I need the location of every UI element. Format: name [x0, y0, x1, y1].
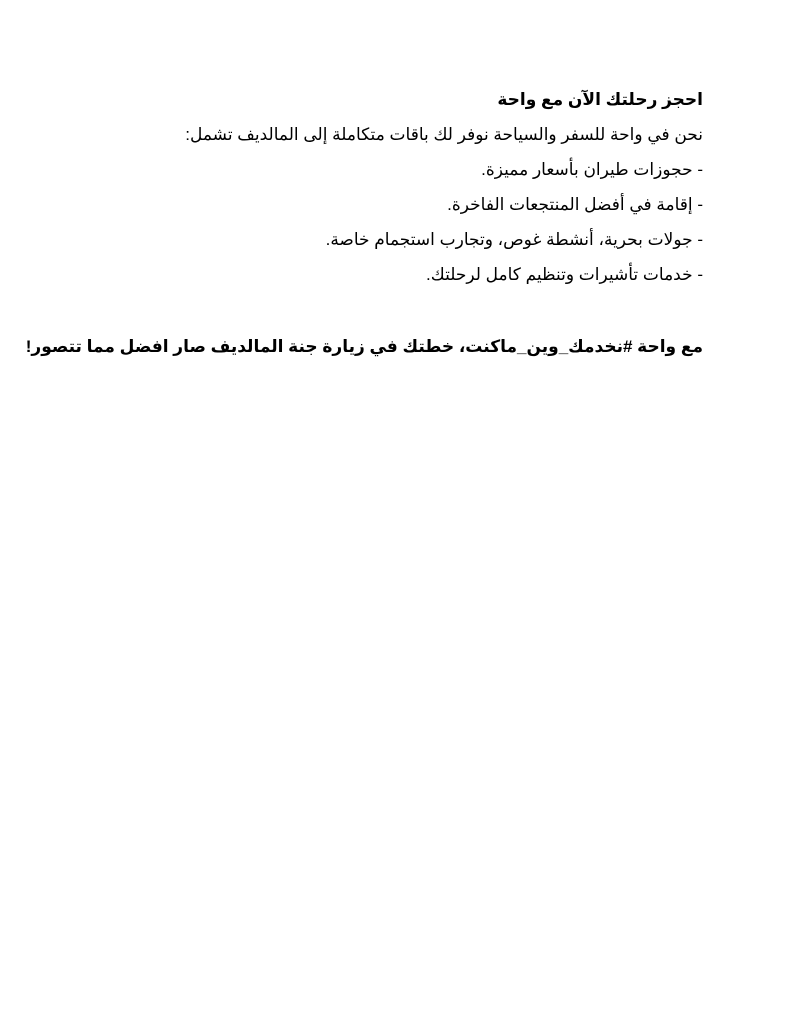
bullet-visas: - خدمات تأشيرات وتنظيم كامل لرحلتك.	[426, 265, 703, 284]
bullet-flights: - حجوزات طيران بأسعار مميزة.	[481, 160, 703, 179]
closing-tagline: مع واحة #نخدمك_وين_ماكنت، خطتك في زيارة جنة المالديف صار افضل مما تتصور!	[25, 337, 703, 356]
document-heading: احجز رحلتك الآن مع واحة	[497, 90, 703, 109]
document-body	[25, 88, 703, 359]
bullet-tours: - جولات بحرية، أنشطة غوص، وتجارب استجمام خاصة.	[325, 230, 703, 249]
bullet-resorts: - إقامة في أفضل المنتجعات الفاخرة.	[447, 195, 703, 214]
intro-paragraph: نحن في واحة للسفر والسياحة نوفر لك باقات متكاملة إلى المالديف تشمل:	[185, 125, 703, 144]
